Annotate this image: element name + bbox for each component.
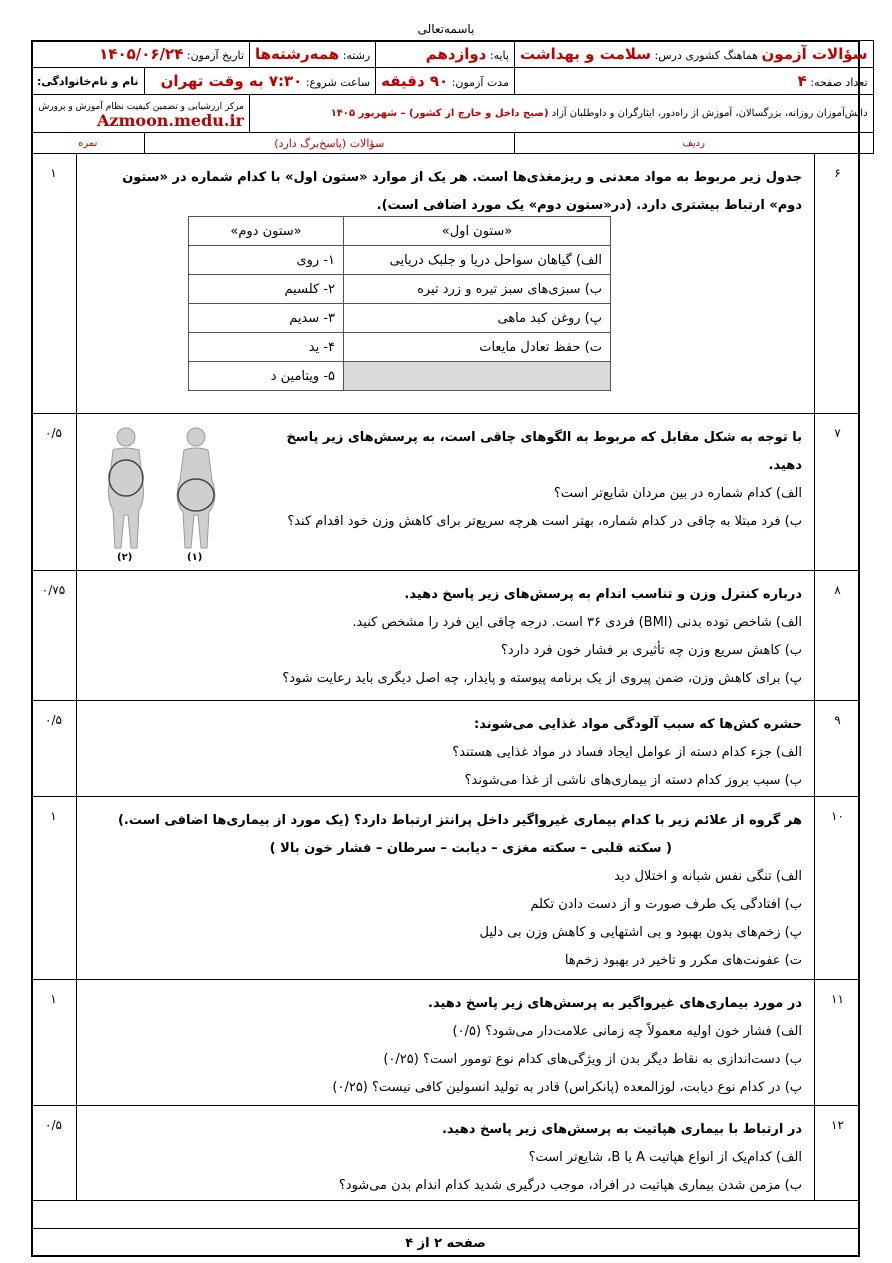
question-6 (31, 153, 860, 413)
col-score-header: نمره (32, 133, 145, 154)
page-number-footer: صفحه ۲ از ۴ (31, 1228, 860, 1257)
question-score: ۱ (31, 980, 77, 1105)
page-count-cell: تعداد صفحه: ۴ (514, 68, 873, 95)
question-text: درباره کنترل وزن و تناسب اندام به پرسش‌های زیر پاسخ دهید. (404, 587, 802, 602)
question-item: الف) کدام شماره در بین مردان شایع‌تر است؟ (553, 486, 802, 501)
question-item: ب) دست‌اندازی به نقاط دیگر بدن از ویژگی‌های کدام نوع تومور است؟ (۰/۲۵) (383, 1052, 802, 1067)
body-shapes-illustration (91, 420, 241, 565)
question-score: ۰/۵ (31, 1106, 77, 1200)
duration-cell: مدت آزمون: ۹۰ دقیقه (376, 68, 515, 95)
website-link[interactable]: Azmoon.medu.ir (97, 110, 244, 130)
column-2-item: ۵- ویتامین د (189, 362, 344, 391)
question-item: پ) زخم‌های بدون بهبود و بی اشتهایی و کاهش وزن بی دلیل (479, 925, 802, 940)
question-item: الف) جزء کدام دسته از عوامل ایجاد فساد در مواد غذایی هستند؟ (452, 745, 802, 760)
column-2-item: ۴- ید (189, 333, 344, 362)
matching-table (188, 216, 611, 391)
question-number: ۸ (814, 571, 860, 700)
question-9 (31, 700, 860, 796)
question-text: حشره کش‌ها که سبب آلودگی مواد غذایی می‌شوند: (474, 717, 802, 732)
column-2-item: ۳- سدیم (189, 304, 344, 333)
question-item: الف) کدام‌یک از انواع هپاتیت A یا B، شایع‌تر است؟ (528, 1150, 802, 1165)
question-item: الف) شاخص توده بدنی (BMI) فردی ۳۶ است. درجه چاقی این فرد را مشخص کنید. (352, 615, 802, 630)
question-score: ۰/۷۵ (31, 571, 77, 700)
question-11 (31, 979, 860, 1105)
question-number: ۹ (814, 701, 860, 796)
question-score: ۱ (31, 154, 77, 413)
question-number: ۱۲ (814, 1106, 860, 1200)
disease-options: ( سکته قلبی – سکته مغزی – دیابت – سرطان – فشار خون بالا ) (269, 841, 672, 856)
question-score: ۰/۵ (31, 701, 77, 796)
col-row-header: ردیف (514, 133, 873, 154)
figure-label-2: (۲) (117, 552, 133, 563)
question-12 (31, 1105, 860, 1200)
question-10 (31, 796, 860, 979)
empty-row (31, 1200, 860, 1228)
question-item: الف) فشار خون اولیه معمولاً چه زمانی علامت‌دار می‌شود؟ (۰/۵) (452, 1024, 802, 1039)
column-2-header: «ستون دوم» (189, 217, 344, 246)
question-text: با توجه به شکل مقابل که مربوط به الگوهای چاقی است، به پرسش‌های زیر پاسخ دهید. (286, 430, 802, 473)
exam-title-cell: سؤالات آزمون هماهنگ کشوری درس: سلامت و بهداشت (514, 41, 873, 68)
participants-cell: دانش‌آموزان روزانه، بزرگسالان، آموزش از راه‌دور، ایثارگران و داوطلبان آزاد (صبح داخل و خارج از کشور) – شهریور ۱۴۰۵ (249, 95, 873, 133)
question-number: ۱۱ (814, 980, 860, 1105)
question-8 (31, 570, 860, 700)
column-1-item: ب) سبزی‌های سبز تیره و زرد تیره (344, 275, 611, 304)
question-item: ت) عفونت‌های مکرر و تاخیر در بهبود زخم‌ها (564, 953, 802, 968)
question-item: پ) برای کاهش وزن، ضمن پیروی از یک برنامه پیوسته و پایدار، چه اصل دیگری باید رعایت شود؟ (282, 671, 802, 686)
field-cell: رشته: همه‌رشته‌ها (249, 41, 375, 68)
question-text: در ارتباط با بیماری هپاتیت به پرسش‌های زیر پاسخ دهید. (441, 1122, 802, 1137)
exam-header (31, 40, 874, 154)
obesity-figure (91, 420, 241, 565)
question-score: ۰/۵ (31, 414, 77, 570)
question-7 (31, 413, 860, 570)
start-time-cell: ساعت شروع: ۷:۳۰ به وقت تهران (144, 68, 376, 95)
center-name: مرکز ارزشیابی و تضمین کیفیت نظام آموزش و پرورش (38, 101, 244, 112)
question-number: ۶ (814, 154, 860, 413)
question-item: ب) افتادگی یک طرف صورت و از دست دادن تکلم (530, 897, 802, 912)
question-number: ۷ (814, 414, 860, 570)
student-name-cell: نام و نام‌خانوادگی: (32, 68, 145, 95)
column-1-item: پ) روغن کبد ماهی (344, 304, 611, 333)
question-item: الف) تنگی نفس شبانه و اختلال دید (614, 869, 802, 884)
question-item: ب) مزمن شدن بیماری هپاتیت در افراد، موجب درگیری شدید کدام اندام بدن می‌شود؟ (338, 1178, 802, 1193)
question-number: ۱۰ (814, 797, 860, 979)
grade-cell: پایه: دوازدهم (376, 41, 515, 68)
column-1-item: ت) حفظ تعادل مایعات (344, 333, 611, 362)
question-text: هر گروه از علائم زیر با کدام بیماری غیرواگیر داخل پرانتز ارتباط دارد؟ (یک مورد از بیماری‌ها اضافی است.) (117, 813, 802, 828)
center-cell (32, 95, 250, 133)
question-text: جدول زیر مربوط به مواد معدنی و ریزمغذی‌ها است. هر یک از موارد «ستون اول» با کدام شماره در «ستون دوم» ارتباط بیشتری دارد. (در«ستون دوم» یک مورد اضافی است). (122, 170, 802, 213)
date-cell: تاریخ آزمون: ۱۴۰۵/۰۶/۲۴ (32, 41, 250, 68)
column-2-item: ۲- کلسیم (189, 275, 344, 304)
question-text: در مورد بیماری‌های غیرواگیر به پرسش‌های زیر پاسخ دهید. (428, 996, 802, 1011)
column-1-item: الف) گیاهان سواحل دریا و جلبک دریایی (344, 246, 611, 275)
question-score: ۱ (31, 797, 77, 979)
column-2-item: ۱- روی (189, 246, 344, 275)
figure-label-1: (۱) (187, 552, 203, 563)
column-1-header: «ستون اول» (344, 217, 611, 246)
question-item: ب) کاهش سریع وزن چه تأثیری بر فشار خون فرد دارد؟ (500, 643, 802, 658)
question-item: ب) فرد مبتلا به چاقی در کدام شماره، بهتر است هرچه سریع‌تر برای کاهش وزن خود اقدام کند؟ (287, 514, 802, 529)
question-item: ب) سبب بروز کدام دسته از بیماری‌های ناشی از غذا می‌شوند؟ (464, 773, 802, 788)
question-item: پ) در کدام نوع دیابت، لوزالمعده (پانکراس) قادر به تولید انسولین کافی نیست؟ (۰/۲۵) (332, 1080, 802, 1095)
page-top-title: باسمه‌تعالی (417, 22, 475, 36)
col-questions-header: سؤالات (پاسخ‌برگ دارد) (144, 133, 514, 154)
column-1-empty-cell (344, 362, 611, 391)
